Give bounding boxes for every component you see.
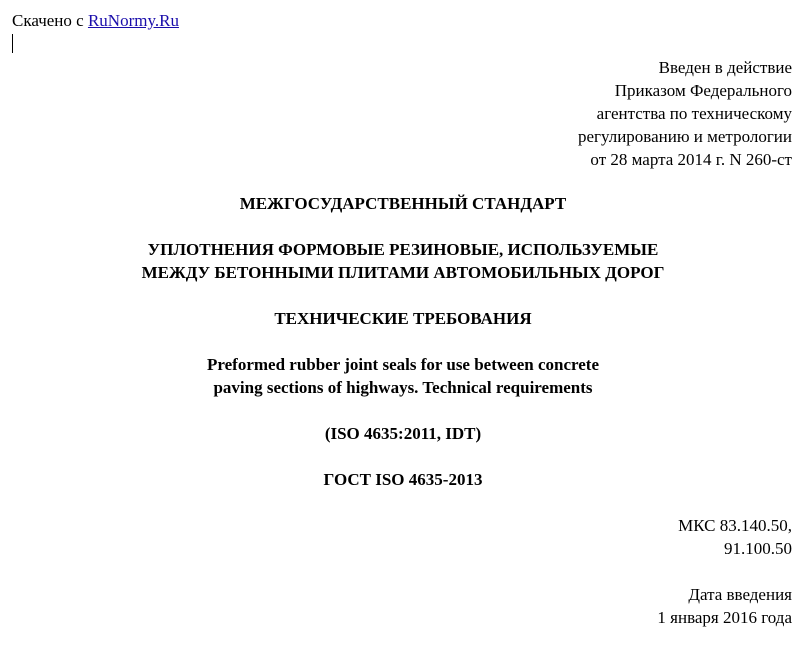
russian-subtitle: [0, 307, 799, 330]
introduction-line: от 28 марта 2014 г. N 260-ст: [590, 150, 792, 169]
gost-number: [0, 468, 799, 491]
english-title-line: paving sections of highways. Technical requirements: [213, 378, 593, 397]
runormy-link[interactable]: RuNormy.Ru: [87, 11, 179, 30]
iso-reference-text: (ISO 4635:2011, IDT): [324, 424, 482, 443]
effective-date-block: [657, 583, 792, 629]
text-cursor: [12, 34, 13, 53]
gost-number-text: ГОСТ ISO 4635-2013: [323, 470, 483, 489]
introduction-block: [578, 56, 792, 171]
russian-title-line: УПЛОТНЕНИЯ ФОРМОВЫЕ РЕЗИНОВЫЕ, ИСПОЛЬЗУЕМЫЕ: [147, 240, 659, 259]
russian-title: [0, 238, 799, 284]
classification-line: 91.100.50: [724, 539, 792, 558]
introduction-line: агентства по техническому: [596, 104, 792, 123]
standard-type-text: МЕЖГОСУДАРСТВЕННЫЙ СТАНДАРТ: [239, 194, 567, 213]
downloaded-prefix: Скачено с: [12, 11, 88, 30]
introduction-line: Приказом Федерального: [614, 81, 792, 100]
source-line: [12, 9, 179, 32]
introduction-line: регулированию и метрологии: [577, 127, 792, 146]
english-title-line: Preformed rubber joint seals for use between concrete: [206, 355, 599, 374]
effective-date-line: Дата введения: [688, 585, 792, 604]
russian-title-line: МЕЖДУ БЕТОННЫМИ ПЛИТАМИ АВТОМОБИЛЬНЫХ ДОРОГ: [141, 263, 665, 282]
classification-block: [678, 514, 792, 560]
russian-subtitle-text: ТЕХНИЧЕСКИЕ ТРЕБОВАНИЯ: [274, 309, 532, 328]
english-title: [0, 353, 799, 399]
introduction-line: Введен в действие: [658, 58, 792, 77]
effective-date-line: 1 января 2016 года: [657, 608, 792, 627]
classification-line: МКС 83.140.50,: [678, 516, 792, 535]
standard-type-heading: [0, 192, 799, 215]
iso-reference: [0, 422, 799, 445]
